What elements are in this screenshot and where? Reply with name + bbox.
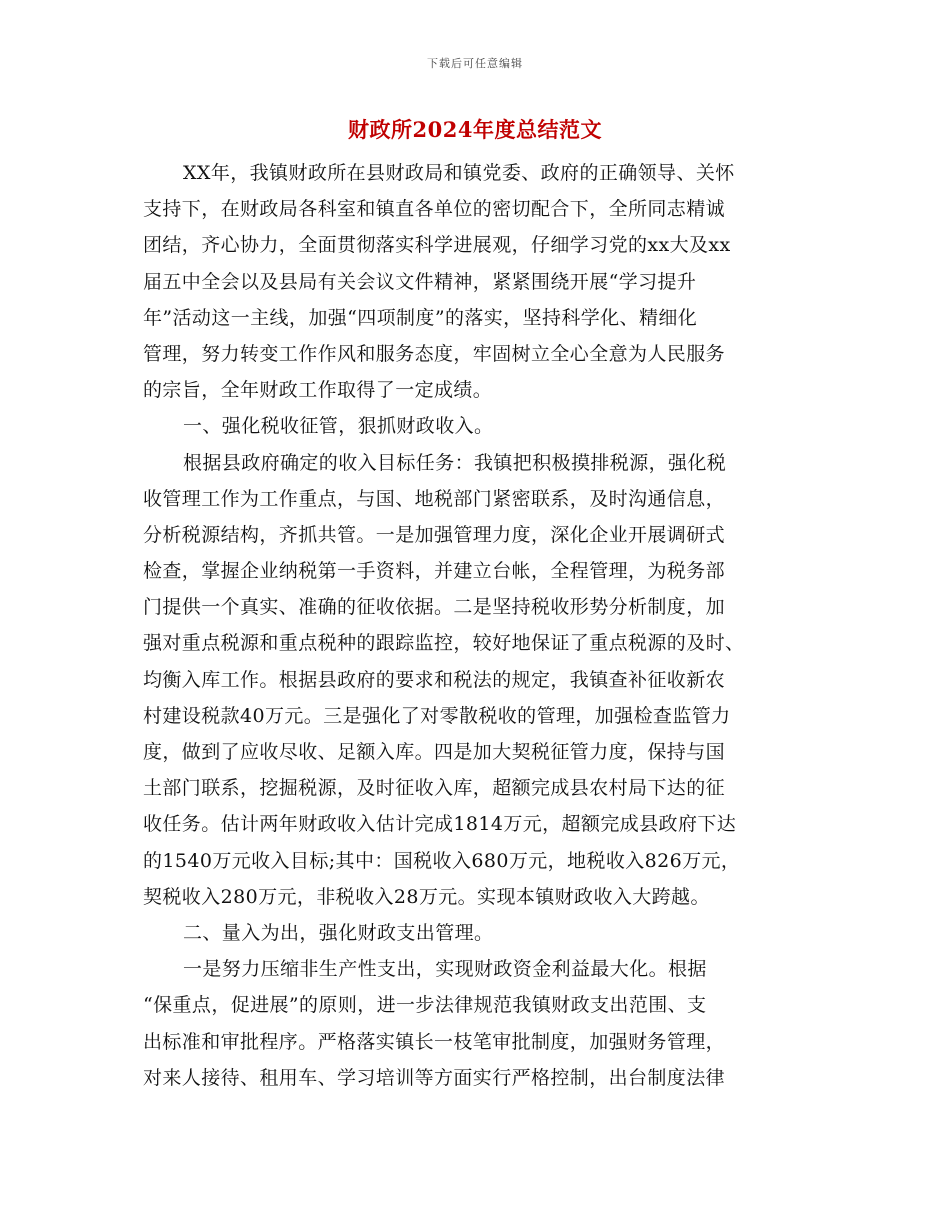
text-line: 度，做到了应收尽收、足额入库。四是加大契税征管力度，保持与国: [143, 741, 726, 763]
text-line: 二、量入为出，强化财政支出管理。: [183, 921, 494, 944]
text-line: 契税收入280万元，非税收入28万元。实现本镇财政收入大跨越。: [143, 885, 710, 908]
text-line: 届五中全会以及县局有关会议文件精神，紧紧围绕开展“学习提升: [143, 270, 697, 293]
text-line: 团结，齐心协力，全面贯彻落实科学进展观，仔细学习党的xx大及xx: [143, 234, 731, 257]
document-body: [143, 155, 813, 1096]
text-line: 检查，掌握企业纳税第一手资料，并建立台帐，全程管理，为税务部: [143, 560, 726, 583]
text-line: 一是努力压缩非生产性支出，实现财政资金利益最大化。根据: [183, 958, 707, 981]
text-line: XX年，我镇财政所在县财政局和镇党委、政府的正确领导、关怀: [183, 162, 735, 184]
text-line: 门提供一个真实、准确的征收依据。二是坚持税收形势分析制度，加: [143, 596, 726, 619]
page-header: 下载后可任意编辑: [427, 57, 523, 70]
text-line: 均衡入库工作。根据县政府的要求和税法的规定，我镇查补征收新农: [143, 668, 726, 691]
text-line: 收管理工作为工作重点，与国、地税部门紧密联系，及时沟通信息，: [143, 487, 726, 510]
text-line: “保重点，促进展”的原则，进一步法律规范我镇财政支出范围、支: [143, 994, 707, 1017]
text-line: 根据县政府确定的收入目标任务：我镇把积极摸排税源，强化税: [183, 451, 727, 474]
text-line: 分析税源结构，齐抓共管。一是加强管理力度，深化企业开展调研式: [143, 523, 726, 546]
text-line: 的1540万元收入目标;其中：国税收入680万元，地税收入826万元，: [143, 849, 741, 872]
text-line: 的宗旨，全年财政工作取得了一定成绩。: [143, 379, 493, 402]
text-line: 村建设税款40万元。三是强化了对零散税收的管理，加强检查监管力: [143, 704, 731, 727]
text-line: 一、强化税收征管，狠抓财政收入。: [183, 415, 494, 438]
text-line: 出标准和审批程序。严格落实镇长一枝笔审批制度，加强财务管理，: [143, 1030, 726, 1053]
text-line: 支持下，在财政局各科室和镇直各单位的密切配合下，全所同志精诚: [143, 198, 726, 221]
text-line: 对来人接待、租用车、学习培训等方面实行严格控制，出台制度法律: [143, 1066, 726, 1089]
text-line: 收任务。估计两年财政收入估计完成1814万元，超额完成县政府下达: [143, 813, 737, 836]
text-line: 管理，努力转变工作作风和服务态度，牢固树立全心全意为人民服务: [143, 342, 726, 365]
text-line: 土部门联系，挖掘税源，及时征收入库，超额完成县农村局下达的征: [143, 777, 726, 800]
document-title: 财政所2024年度总结范文: [348, 117, 602, 142]
text-line: 强对重点税源和重点税种的跟踪监控，较好地保证了重点税源的及时、: [143, 632, 745, 655]
text-line: 年”活动这一主线，加强“四项制度”的落实，坚持科学化、精细化: [143, 306, 698, 329]
